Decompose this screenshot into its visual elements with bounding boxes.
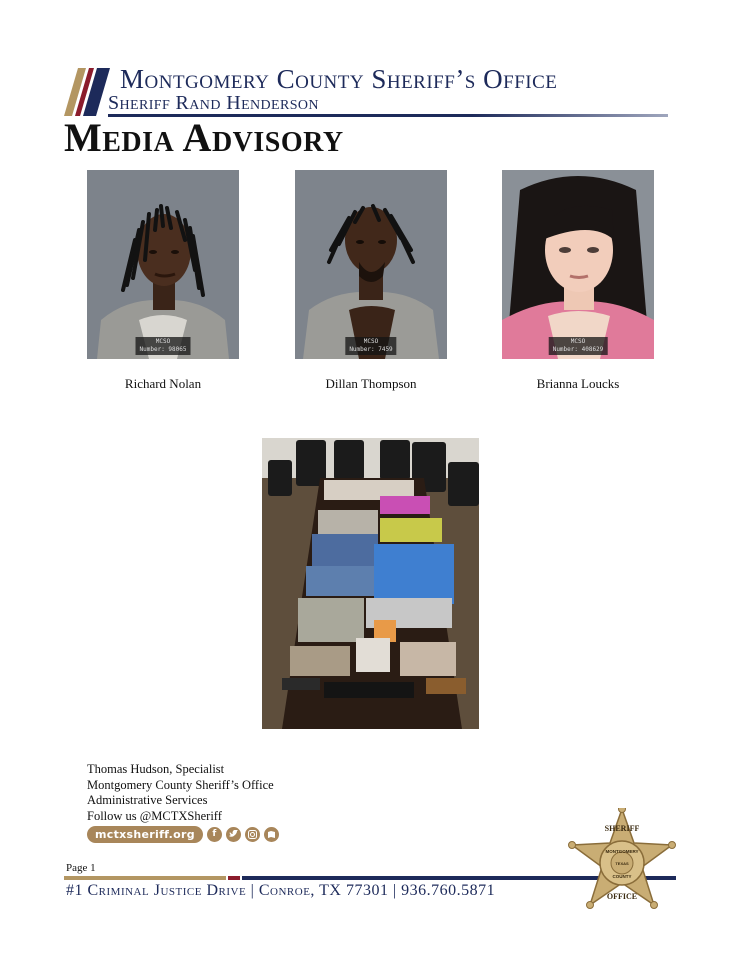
- booking-plate: MCSO Number: 408629: [549, 337, 608, 355]
- sheriff-name: Sheriff Rand Henderson: [108, 92, 319, 114]
- facebook-icon[interactable]: f: [207, 827, 222, 842]
- svg-text:MONTGOMERY: MONTGOMERY: [605, 849, 639, 854]
- twitter-icon[interactable]: [226, 827, 241, 842]
- contact-block: [87, 762, 274, 824]
- page-number: Page 1: [66, 862, 96, 874]
- contact-org: Montgomery County Sheriff’s Office: [87, 777, 274, 792]
- instagram-icon[interactable]: [245, 827, 260, 842]
- mugshot-photo-2: [295, 170, 447, 359]
- social-links: [87, 825, 279, 843]
- sheriff-star-badge: [568, 808, 676, 914]
- suspect-name-2: Dillan Thompson: [325, 376, 417, 391]
- svg-text:TEXAS: TEXAS: [615, 861, 629, 866]
- footer-address: #1 Criminal Justice Drive | Conroe, TX 77301 | 936.760.5871: [66, 882, 496, 899]
- seized-evidence-photo: [262, 438, 479, 729]
- svg-text:SHERIFF: SHERIFF: [604, 824, 640, 833]
- contact-social-handle: Follow us @MCTXSheriff: [87, 808, 222, 823]
- suspect-name-3: Brianna Loucks: [536, 376, 620, 391]
- website-link[interactable]: mctxsheriff.org: [87, 826, 203, 843]
- suspect-name-1: Richard Nolan: [124, 376, 202, 391]
- booking-plate: MCSO Number: 7459: [345, 337, 396, 355]
- mugshot-photo-3: [502, 170, 654, 359]
- contact-name: Thomas Hudson, Specialist: [87, 762, 225, 776]
- mugshot-photo-1: [87, 170, 239, 359]
- booking-plate: MCSO Number: 98065: [136, 337, 191, 355]
- svg-text:OFFICE: OFFICE: [606, 892, 638, 901]
- map-icon[interactable]: [264, 827, 279, 842]
- svg-text:COUNTY: COUNTY: [612, 874, 632, 879]
- page-title: Media Advisory: [64, 115, 344, 160]
- org-name: Montgomery County Sheriff’s Office: [120, 64, 558, 94]
- contact-department: Administrative Services: [87, 793, 208, 807]
